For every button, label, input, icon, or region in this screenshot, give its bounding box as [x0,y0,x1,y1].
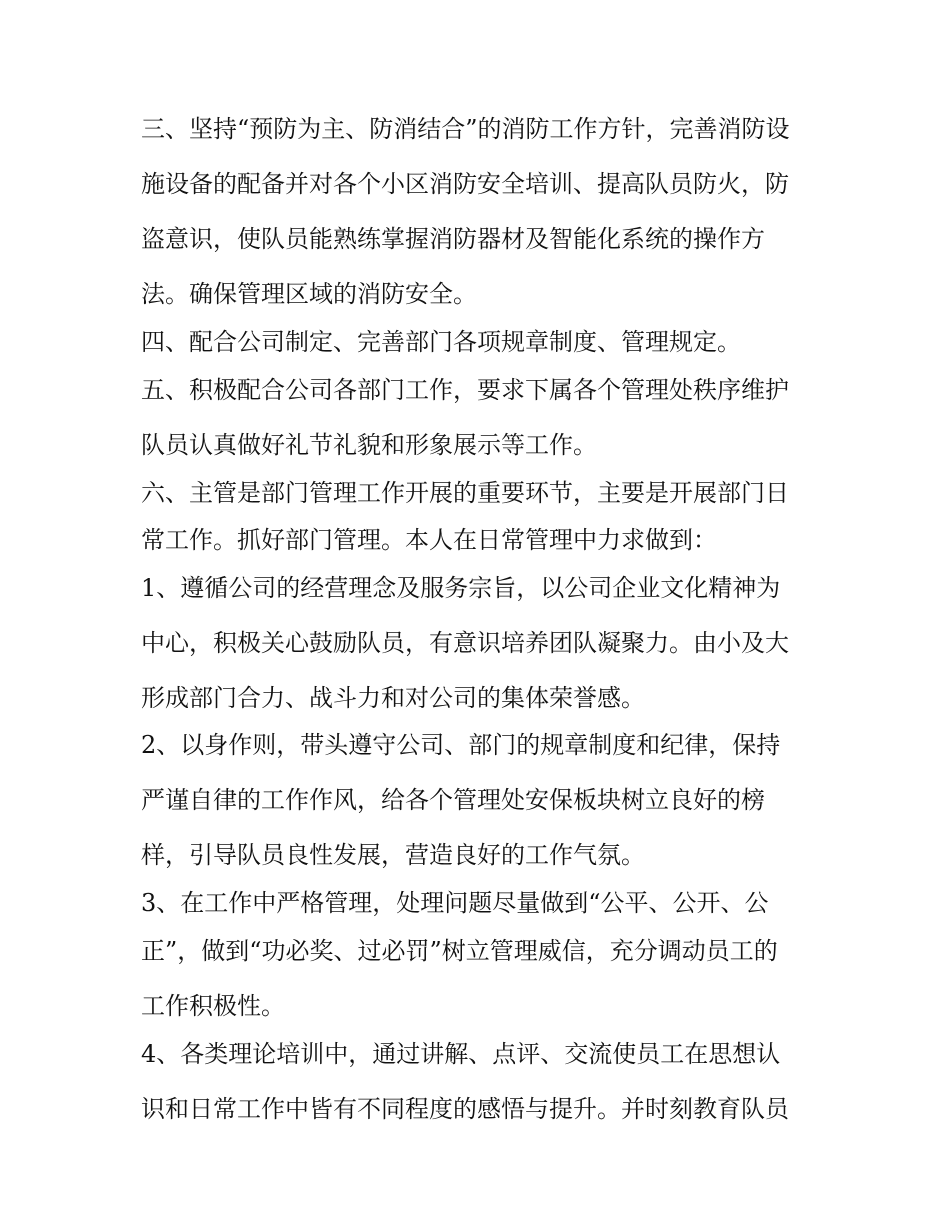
text-line: 四、配合公司制定、完善部门各项规章制度、管理规定。 [141,328,741,356]
text-line: 样，引导队员良性发展，营造良好的工作气氛。 [141,841,645,869]
text-line: 盗意识，使队员能熟练掌握消防器材及智能化系统的操作方 [141,225,765,253]
text-line: 形成部门合力、战斗力和对公司的集体荣誉感。 [141,684,645,712]
text-line: 3、在工作中严格管理，处理问题尽量做到“公平、公开、公 [141,889,769,917]
text-line: 三、坚持“预防为主、防消结合”的消防工作方针，完善消防设 [141,115,790,143]
text-line: 中心，积极关心鼓励队员，有意识培养团队凝聚力。由小及大 [141,629,789,657]
text-line: 常工作。抓好部门管理。本人在日常管理中力求做到： [141,526,717,554]
text-line: 队员认真做好礼节礼貌和形象展示等工作。 [141,431,597,459]
text-line: 正”，做到“功必奖、过必罚”树立管理威信，充分调动员工的 [141,937,778,965]
text-line: 严谨自律的工作作风，给各个管理处安保板块树立良好的榜 [141,786,765,814]
text-line: 1、遵循公司的经营理念及服务宗旨，以公司企业文化精神为 [141,574,781,602]
text-line: 4、各类理论培训中，通过讲解、点评、交流使员工在思想认 [141,1040,781,1068]
text-line: 2、以身作则，带头遵守公司、部门的规章制度和纪律，保持 [141,731,781,759]
text-line: 六、主管是部门管理工作开展的重要环节，主要是开展部门日 [141,479,789,507]
text-line: 施设备的配备并对各个小区消防安全培训、提高队员防火，防 [141,170,789,198]
text-line: 法。确保管理区域的消防安全。 [141,280,477,308]
text-line: 工作积极性。 [141,992,285,1020]
text-line: 识和日常工作中皆有不同程度的感悟与提升。并时刻教育队员 [141,1095,789,1123]
text-line: 五、积极配合公司各部门工作，要求下属各个管理处秩序维护 [141,376,789,404]
